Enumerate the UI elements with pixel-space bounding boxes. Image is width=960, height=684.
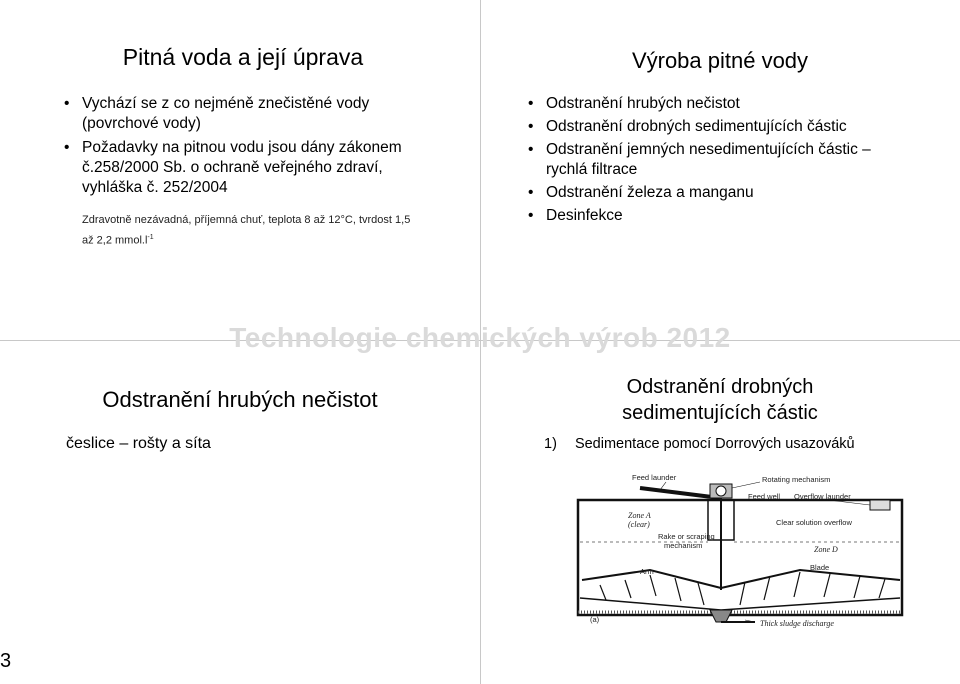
rake-arm-right [721,570,900,588]
label-sludge-discharge: Thick sludge discharge [760,619,834,628]
slide-4-title [520,374,920,426]
item-text: Sedimentace pomocí Dorrových usazováků [574,436,855,452]
slide-4 [520,360,940,470]
label-clear-solution-overflow: Clear solution overflow [776,518,852,527]
label-rotating-mechanism: Rotating mechanism [762,475,831,484]
slide-2-bullets [526,94,886,226]
label-feed-launder: Feed launder [632,473,677,482]
bullet-item: • Odstranění drobných sedimentujících částic [526,117,886,137]
rake-blades [600,572,885,605]
label-clear: (clear) [628,520,650,529]
label-feed-well: Feed well [748,492,781,501]
slide-2-title: Výroba pitné vody [631,48,809,73]
feed-launder-leader [660,482,666,490]
note-superscript: -1 [147,234,154,241]
bullet-item: • Vychází se z co nejméně znečistěné vody (povrchové vody) [62,94,412,134]
slide-3-text: česlice – rošty a síta [66,435,211,452]
rotating-leader [732,482,760,488]
slide-4-title-line-1: Odstranění drobných [626,376,814,398]
label-zone-a: Zone A [628,511,651,520]
label-rake: Rake or scraping [658,532,715,541]
bullet-item: • Požadavky na pitnou vodu jsou dány zákonem č.258/2000 Sb. o ochraně veřejného zdraví, vyhláška č. 252/2004 [62,138,412,198]
slide-4-item [544,436,855,452]
slide-1-title: Pitná voda a její úprava [122,44,364,70]
bullet-item: • Odstranění železa a manganu [526,183,886,203]
tank-slope-right [721,598,900,610]
slide-3 [50,370,450,490]
label-zone-d: Zone D [814,545,838,554]
sludge-cone [710,610,732,622]
overflow-launder [870,500,890,510]
label-mechanism: mechanism [664,541,703,550]
slide-1-note [82,212,422,250]
label-arm: Arm [640,567,654,576]
tank-body [578,500,902,615]
watermark-text: Technologie chemických výrob 2012 [229,322,731,353]
feed-launder-pipe [640,488,720,498]
slide-1-bullets [62,94,412,198]
bullet-item: • Odstranění hrubých nečistot [526,94,886,114]
item-number: 1) [544,436,557,452]
tank-slope-left [580,598,721,610]
page-number: 3 [0,650,12,672]
bullet-item: • Desinfekce [526,206,886,226]
slide-3-title: Odstranění hrubých nečistot [102,387,378,412]
gear-icon [716,486,726,496]
label-caption: (a) [590,615,600,624]
slide-4-title-line-2: sedimentujících částic [622,402,818,424]
slide-1 [58,12,458,272]
slide-2 [520,12,920,272]
note-text: Zdravotně nezávadná, příjemná chuť, teplota 8 až 12°C, tvrdost 1,5 až 2,2 mmol.l [82,214,411,247]
column-divider-bottom [480,340,481,684]
label-overflow-launder: Overflow launder [794,492,851,501]
dorr-thickener-diagram [570,470,910,630]
bullet-item: • Odstranění jemných nesedimentujících částic – rychlá filtrace [526,140,886,180]
label-blade: Blade [810,563,830,572]
